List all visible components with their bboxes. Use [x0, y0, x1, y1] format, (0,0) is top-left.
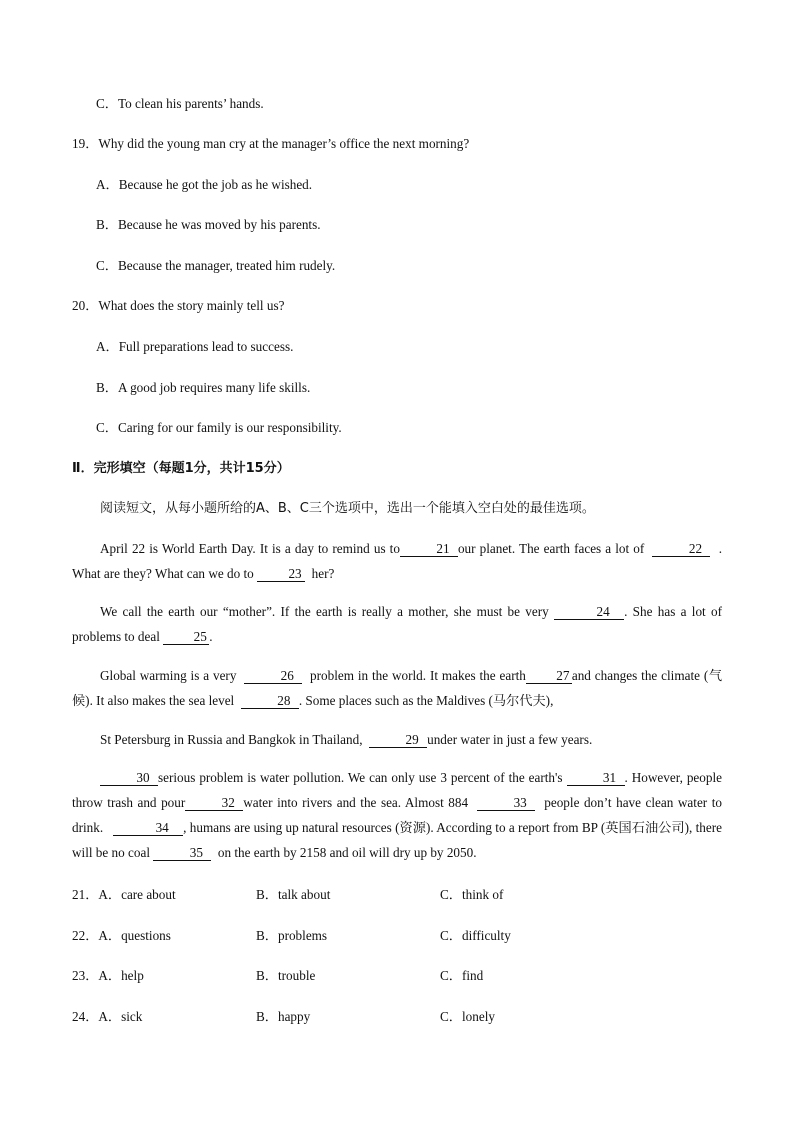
blank-24: 24 [554, 604, 624, 620]
passage-text: serious problem is water pollution. We can only use 3 percent of the earth's [158, 770, 563, 785]
option-a: A．help [98, 968, 144, 983]
passage-text: . [209, 629, 213, 644]
q19-option-b: B．Because he was moved by his parents. [96, 217, 321, 232]
q19-option-c: C．Because the manager, treated him rudely. [96, 258, 336, 273]
passage-text: . What are they? What can we do to [72, 541, 722, 581]
passage-text: . However, people throw trash and pour [72, 770, 722, 810]
section-heading: Ⅱ．完形填空（每题1分，共计15分） [72, 461, 290, 476]
passage-text: on the earth by 2158 and oil will dry up by 2050. [217, 845, 477, 860]
blank-21: 21 [400, 541, 458, 557]
blank-33: 33 [477, 795, 535, 811]
question-number: 24． [72, 1009, 99, 1024]
option-c: C．lonely [440, 1009, 495, 1024]
q19-option-a: A．Because he got the job as he wished. [96, 177, 313, 192]
question-number: 23． [72, 968, 99, 983]
passage-text: her? [311, 566, 335, 581]
passage-text: people don’t have clean water to drink. [72, 795, 722, 835]
q18-option-c: C．To clean his parents’ hands. [96, 96, 264, 111]
q20-stem: 20．What does the story mainly tell us? [72, 298, 285, 313]
passage-text: water into rivers and the sea. Almost 884 [243, 795, 469, 810]
passage-text: . She has a lot of problems to deal [72, 604, 723, 644]
passage-text: and changes the climate (气候). It also makes the sea level [72, 668, 723, 708]
option-c: C．think of [440, 887, 504, 902]
option-b: B．talk about [256, 887, 331, 902]
option-a: A．questions [98, 928, 171, 943]
blank-31: 31 [567, 770, 625, 786]
passage-paragraph-4 [72, 727, 722, 752]
answer-row [72, 967, 144, 985]
passage-text: . Some places such as the Maldives (马尔代夫), [298, 693, 554, 708]
option-c: C．difficulty [440, 928, 511, 943]
q20-option-c: C．Caring for our family is our responsibility. [96, 420, 342, 435]
blank-29: 29 [369, 732, 427, 748]
blank-28: 28 [241, 693, 299, 709]
blank-34: 34 [113, 820, 183, 836]
passage-text: April 22 is World Earth Day. It is a day to remind us to [100, 541, 400, 556]
blank-32: 32 [185, 795, 243, 811]
section-instruction: 阅读短文，从每小题所给的A、B、C三个选项中，选出一个能填入空白处的最佳选项。 [100, 501, 595, 516]
q20-option-a: A．Full preparations lead to success. [96, 339, 294, 354]
blank-27: 27 [526, 668, 572, 684]
passage-text: Global warming is a very [100, 668, 237, 683]
blank-30: 30 [100, 770, 158, 786]
passage-text: under water in just a few years. [427, 732, 593, 747]
option-a: A．care about [98, 887, 176, 902]
question-number: 21． [72, 887, 99, 902]
blank-23: 23 [257, 566, 305, 582]
answer-row [72, 886, 176, 904]
answer-row [72, 1008, 142, 1026]
blank-26: 26 [244, 668, 302, 684]
blank-35: 35 [153, 845, 211, 861]
blank-22: 22 [652, 541, 710, 557]
option-b: B．problems [256, 928, 328, 943]
option-c: C．find [440, 968, 484, 983]
q19-stem: 19．Why did the young man cry at the manager’s office the next morning? [72, 136, 470, 151]
passage-paragraph-5 [72, 765, 722, 865]
passage-text: , humans are using up natural resources (资源). According to a report from BP (英国石油公司), there will be no coal [72, 820, 722, 860]
passage-text: problem in the world. It makes the earth [310, 668, 526, 683]
passage-text: We call the earth our “mother”. If the earth is really a mother, she must be very [100, 604, 549, 619]
q20-option-b: B．A good job requires many life skills. [96, 380, 311, 395]
option-a: A．sick [98, 1009, 143, 1024]
passage-paragraph-2 [72, 599, 722, 649]
passage-text: St Petersburg in Russia and Bangkok in Thailand, [100, 732, 363, 747]
passage-paragraph-3 [72, 663, 722, 713]
answer-row [72, 927, 171, 945]
option-b: B．trouble [256, 968, 316, 983]
passage-text: our planet. The earth faces a lot of [457, 541, 645, 556]
blank-25: 25 [163, 629, 209, 645]
question-number: 22． [72, 928, 99, 943]
passage-paragraph-1 [72, 536, 722, 586]
option-b: B．happy [256, 1009, 311, 1024]
